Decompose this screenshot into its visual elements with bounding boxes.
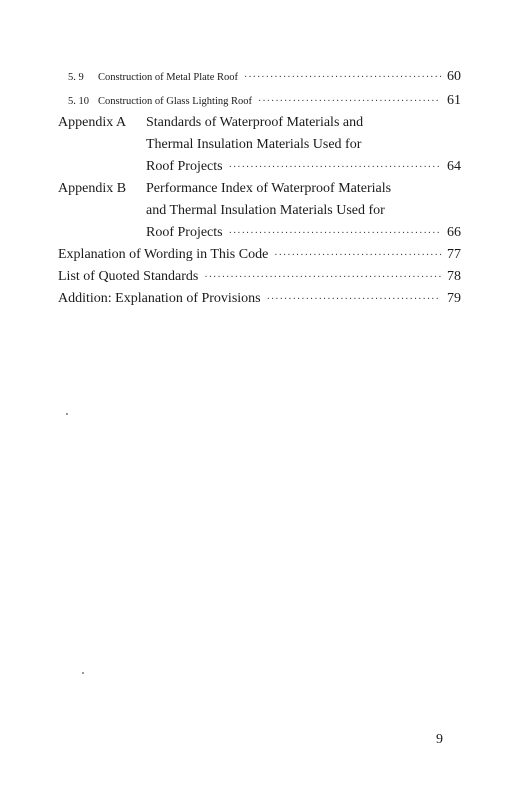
toc-entry-explanation-of-wording[interactable] [58,244,461,267]
appendix-label: Appendix B [58,181,127,196]
appendix-title-line-2: Thermal Insulation Materials Used for [146,137,362,152]
page-number: 64 [447,159,461,174]
scan-speck [66,413,68,415]
page-number: 60 [447,69,461,84]
dot-leader [267,289,441,311]
section-number: 5. 9 [68,72,84,83]
toc-entry-appendix-a[interactable] [58,112,461,178]
scan-speck [82,672,84,674]
toc-entry-appendix-b[interactable] [58,178,461,244]
page-folio: 9 [436,732,443,747]
toc-entry-5-9[interactable] [68,66,461,89]
appendix-title-line-3: Roof Projects [146,159,223,174]
section-title: Explanation of Wording in This Code [58,247,269,262]
appendix-title-line-1: Standards of Waterproof Materials and [146,115,364,130]
page-number: 77 [447,247,461,262]
section-title: Construction of Glass Lighting Roof [98,96,252,107]
section-title: List of Quoted Standards [58,269,199,284]
dot-leader [204,267,441,289]
page-number: 66 [447,225,461,240]
dot-leader [229,157,441,179]
section-title: Construction of Metal Plate Roof [98,72,238,83]
toc-entry-5-10[interactable] [68,90,461,113]
appendix-title-line-3: Roof Projects [146,225,223,240]
toc-entry-quoted-standards[interactable] [58,266,461,289]
toc-entry-addition[interactable] [58,288,461,311]
page-number: 61 [447,93,461,108]
page-number: 78 [447,269,461,284]
dot-leader [258,91,441,113]
section-number: 5. 10 [68,96,89,107]
appendix-title-line-2: and Thermal Insulation Materials Used for [146,203,385,218]
dot-leader [229,223,441,245]
appendix-title-line-1: Performance Index of Waterproof Materials [146,181,392,196]
appendix-label: Appendix A [58,115,127,130]
dot-leader [274,245,441,267]
page-number: 79 [447,291,461,306]
section-title: Addition: Explanation of Provisions [58,291,261,306]
dot-leader [244,67,441,89]
